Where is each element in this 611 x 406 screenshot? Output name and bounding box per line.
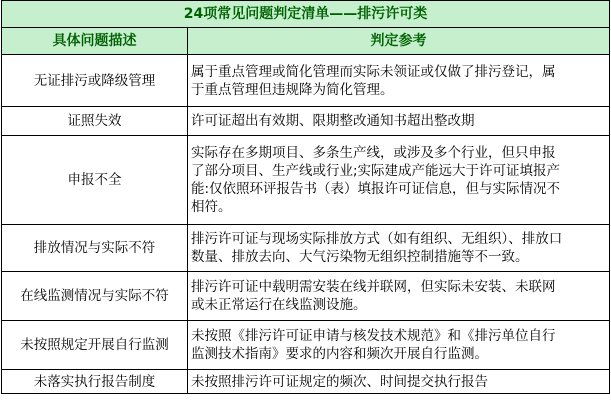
reference-line: 排污许可证中载明需安装在线并联网，但实际未安装、未联网 [191, 279, 556, 295]
header-reference: 判定参考 [188, 28, 610, 55]
reference-line: 属于重点管理或简化管理而实际未领证或仅做了排污登记，属 [191, 63, 556, 80]
issue-cell: 未落实执行报告制度 [2, 370, 188, 394]
reference-cell [188, 370, 610, 394]
table-row [2, 136, 610, 225]
table-row [2, 272, 610, 321]
reference-line: 排污许可证与现场实际排放方式（如有组织、无组织）、排放口 [191, 231, 563, 247]
reference-cell [188, 225, 610, 272]
table-row [2, 55, 610, 107]
reference-line: 实际存在多期项目、多条生产线，或涉及多个行业，但只申报 [191, 145, 556, 161]
header-issue: 具体问题描述 [2, 28, 188, 55]
table-row [2, 321, 610, 370]
header-row [2, 28, 610, 55]
reference-cell [188, 55, 610, 107]
table-row [2, 225, 610, 272]
reference-line: 监测技术指南》要求的内容和频次开展自行监测。 [191, 346, 488, 362]
issue-cell: 申报不全 [2, 136, 188, 225]
issue-cell: 无证排污或降级管理 [2, 55, 188, 107]
reference-line: 或未正常运行在线监测设施。 [191, 297, 367, 313]
table-title: 24项常见问题判定清单——排污许可类 [2, 1, 610, 28]
reference-line: 相符。 [191, 199, 232, 215]
reference-line: 许可证超出有效期、限期整改通知书超出整改期 [191, 113, 475, 129]
problem-checklist-table [1, 0, 610, 394]
issue-cell: 排放情况与实际不符 [2, 225, 188, 272]
reference-line: 于重点管理但违规降为简化管理。 [191, 81, 394, 98]
reference-line: 能:仅依照环评报告书（表）填报许可证信息，但与实际情况不 [191, 181, 561, 197]
issue-cell: 未按照规定开展自行监测 [2, 321, 188, 370]
issue-cell: 在线监测情况与实际不符 [2, 272, 188, 321]
reference-cell [188, 321, 610, 370]
reference-line: 未按照排污许可证规定的频次、时间提交执行报告 [191, 373, 488, 390]
reference-cell [188, 107, 610, 136]
title-row [2, 1, 610, 28]
reference-line: 未按照《排污许可证申请与核发技术规范》和《排污单位自行 [191, 328, 556, 344]
reference-cell [188, 272, 610, 321]
reference-line: 了部分项目、生产线或行业;实际建成产能远大于许可证填报产 [191, 163, 561, 179]
table-row [2, 370, 610, 394]
reference-line: 数量、排放去向、大气污染物无组织控制措施等不一致。 [191, 249, 529, 265]
issue-cell: 证照失效 [2, 107, 188, 136]
table-row [2, 107, 610, 136]
reference-cell [188, 136, 610, 225]
